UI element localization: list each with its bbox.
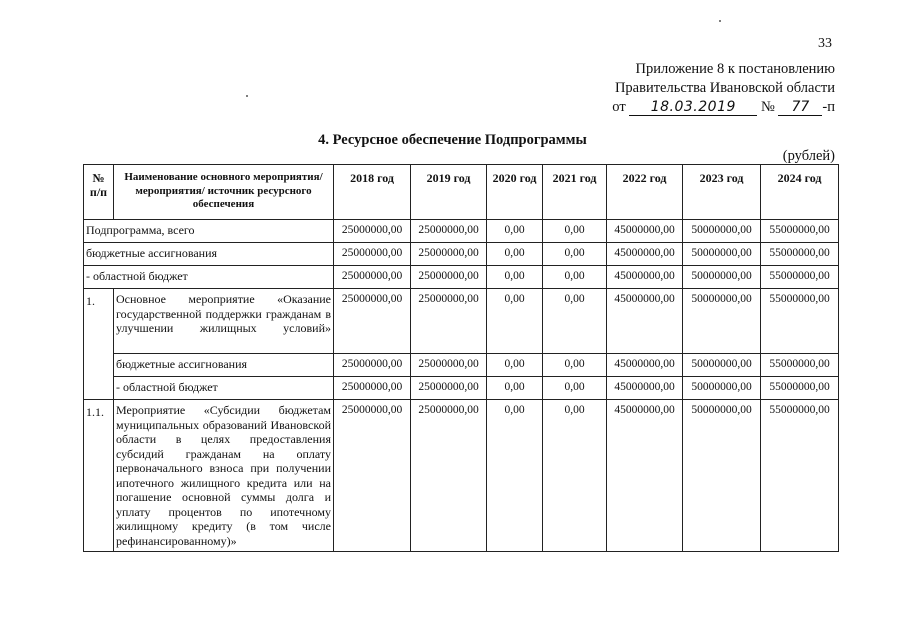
table-cell: 0,00 <box>487 243 543 266</box>
table-cell: 0,00 <box>543 400 607 552</box>
table-row <box>84 354 839 377</box>
table-row <box>84 243 839 266</box>
table-cell: 25000000,00 <box>334 400 411 552</box>
row-number: 1.1. <box>84 400 114 552</box>
activity-name: Мероприятие «Субсидии бюджетам муниципальных образований Ивановской области в целях предоставления субсидий гражданам на оплату первоначального взноса при получении ипотечного жилищного кредита или на погашение основной суммы долга и уплату процентов по ипотечному жилищному кредиту (в том числе рефинансированному)» <box>114 400 334 552</box>
table-cell: 25000000,00 <box>411 400 487 552</box>
table-cell: 25000000,00 <box>334 243 411 266</box>
table-cell: 55000000,00 <box>761 400 839 552</box>
header-year: 2023 год <box>683 165 761 220</box>
table-cell: 50000000,00 <box>683 377 761 400</box>
table-cell: 50000000,00 <box>683 220 761 243</box>
row-label: - областной бюджет <box>114 377 334 400</box>
table-cell: 45000000,00 <box>607 377 683 400</box>
table-cell: 25000000,00 <box>411 377 487 400</box>
header-row <box>84 165 839 220</box>
table-cell: 0,00 <box>487 220 543 243</box>
table-cell: 25000000,00 <box>411 243 487 266</box>
table-cell: 0,00 <box>487 289 543 354</box>
header-name: Наименование основного мероприятия/мероприятия/ источник ресурсного обеспечения <box>114 165 334 220</box>
table-cell: 0,00 <box>543 354 607 377</box>
header-year: 2018 год <box>334 165 411 220</box>
main-activity-name: Основное мероприятие «Оказание государственной поддержки гражданам в улучшении жилищных условий» <box>114 289 334 354</box>
table-cell: 25000000,00 <box>334 354 411 377</box>
header-year: 2024 год <box>761 165 839 220</box>
handwritten-number: 77 <box>778 100 822 116</box>
table-cell: 50000000,00 <box>683 354 761 377</box>
table-cell: 25000000,00 <box>334 220 411 243</box>
header-year: 2021 год <box>543 165 607 220</box>
scan-speck <box>246 95 248 97</box>
table-cell: 25000000,00 <box>411 220 487 243</box>
table-row <box>84 266 839 289</box>
appendix-header <box>612 60 835 117</box>
table-cell: 55000000,00 <box>761 266 839 289</box>
appendix-line-2: Правительства Ивановской области <box>614 80 835 96</box>
header-year: 2020 год <box>487 165 543 220</box>
table-cell: 25000000,00 <box>334 266 411 289</box>
table-row <box>84 220 839 243</box>
table-cell: 25000000,00 <box>411 354 487 377</box>
table-cell: 45000000,00 <box>607 289 683 354</box>
row-label: бюджетные ассигнования <box>84 243 334 266</box>
table-cell: 0,00 <box>543 266 607 289</box>
table-cell: 55000000,00 <box>761 220 839 243</box>
row-label: бюджетные ассигнования <box>114 354 334 377</box>
table-cell: 0,00 <box>543 243 607 266</box>
table-cell: 50000000,00 <box>683 289 761 354</box>
table-cell: 45000000,00 <box>607 220 683 243</box>
handwritten-date: 18.03.2019 <box>629 100 757 116</box>
table-cell: 0,00 <box>487 377 543 400</box>
section-title: 4. Ресурсное обеспечение Подпрограммы <box>318 132 587 148</box>
row-label: Подпрограмма, всего <box>84 220 334 243</box>
table-cell: 25000000,00 <box>411 266 487 289</box>
table-cell: 25000000,00 <box>334 377 411 400</box>
table-row <box>84 400 839 552</box>
table-cell: 0,00 <box>543 220 607 243</box>
table-cell: 55000000,00 <box>761 354 839 377</box>
table-cell: 55000000,00 <box>761 243 839 266</box>
number-suffix: -п <box>822 99 835 115</box>
table-cell: 25000000,00 <box>334 289 411 354</box>
table-cell: 45000000,00 <box>607 354 683 377</box>
table-cell: 0,00 <box>487 400 543 552</box>
header-year: 2022 год <box>607 165 683 220</box>
from-label: от <box>612 99 626 115</box>
row-label: - областной бюджет <box>84 266 334 289</box>
table-cell: 45000000,00 <box>607 266 683 289</box>
header-num: № п/п <box>84 165 114 220</box>
table-cell: 50000000,00 <box>683 400 761 552</box>
number-label: № <box>760 99 775 115</box>
table-cell: 50000000,00 <box>683 243 761 266</box>
table-row <box>84 289 839 354</box>
scan-speck <box>719 20 721 22</box>
appendix-line-1: Приложение 8 к постановлению <box>635 61 835 77</box>
table-cell: 55000000,00 <box>761 377 839 400</box>
table-cell: 45000000,00 <box>607 400 683 552</box>
table-row <box>84 377 839 400</box>
table-cell: 50000000,00 <box>683 266 761 289</box>
table-cell: 45000000,00 <box>607 243 683 266</box>
table-cell: 25000000,00 <box>411 289 487 354</box>
table-cell: 0,00 <box>487 354 543 377</box>
table-cell: 0,00 <box>487 266 543 289</box>
table-cell: 55000000,00 <box>761 289 839 354</box>
table-cell: 0,00 <box>543 289 607 354</box>
units-label: (рублей) <box>782 148 835 164</box>
resource-table <box>83 164 839 552</box>
row-number: 1. <box>84 289 114 400</box>
table-cell: 0,00 <box>543 377 607 400</box>
header-year: 2019 год <box>411 165 487 220</box>
page-number: 33 <box>818 36 832 51</box>
order-line <box>612 98 835 117</box>
